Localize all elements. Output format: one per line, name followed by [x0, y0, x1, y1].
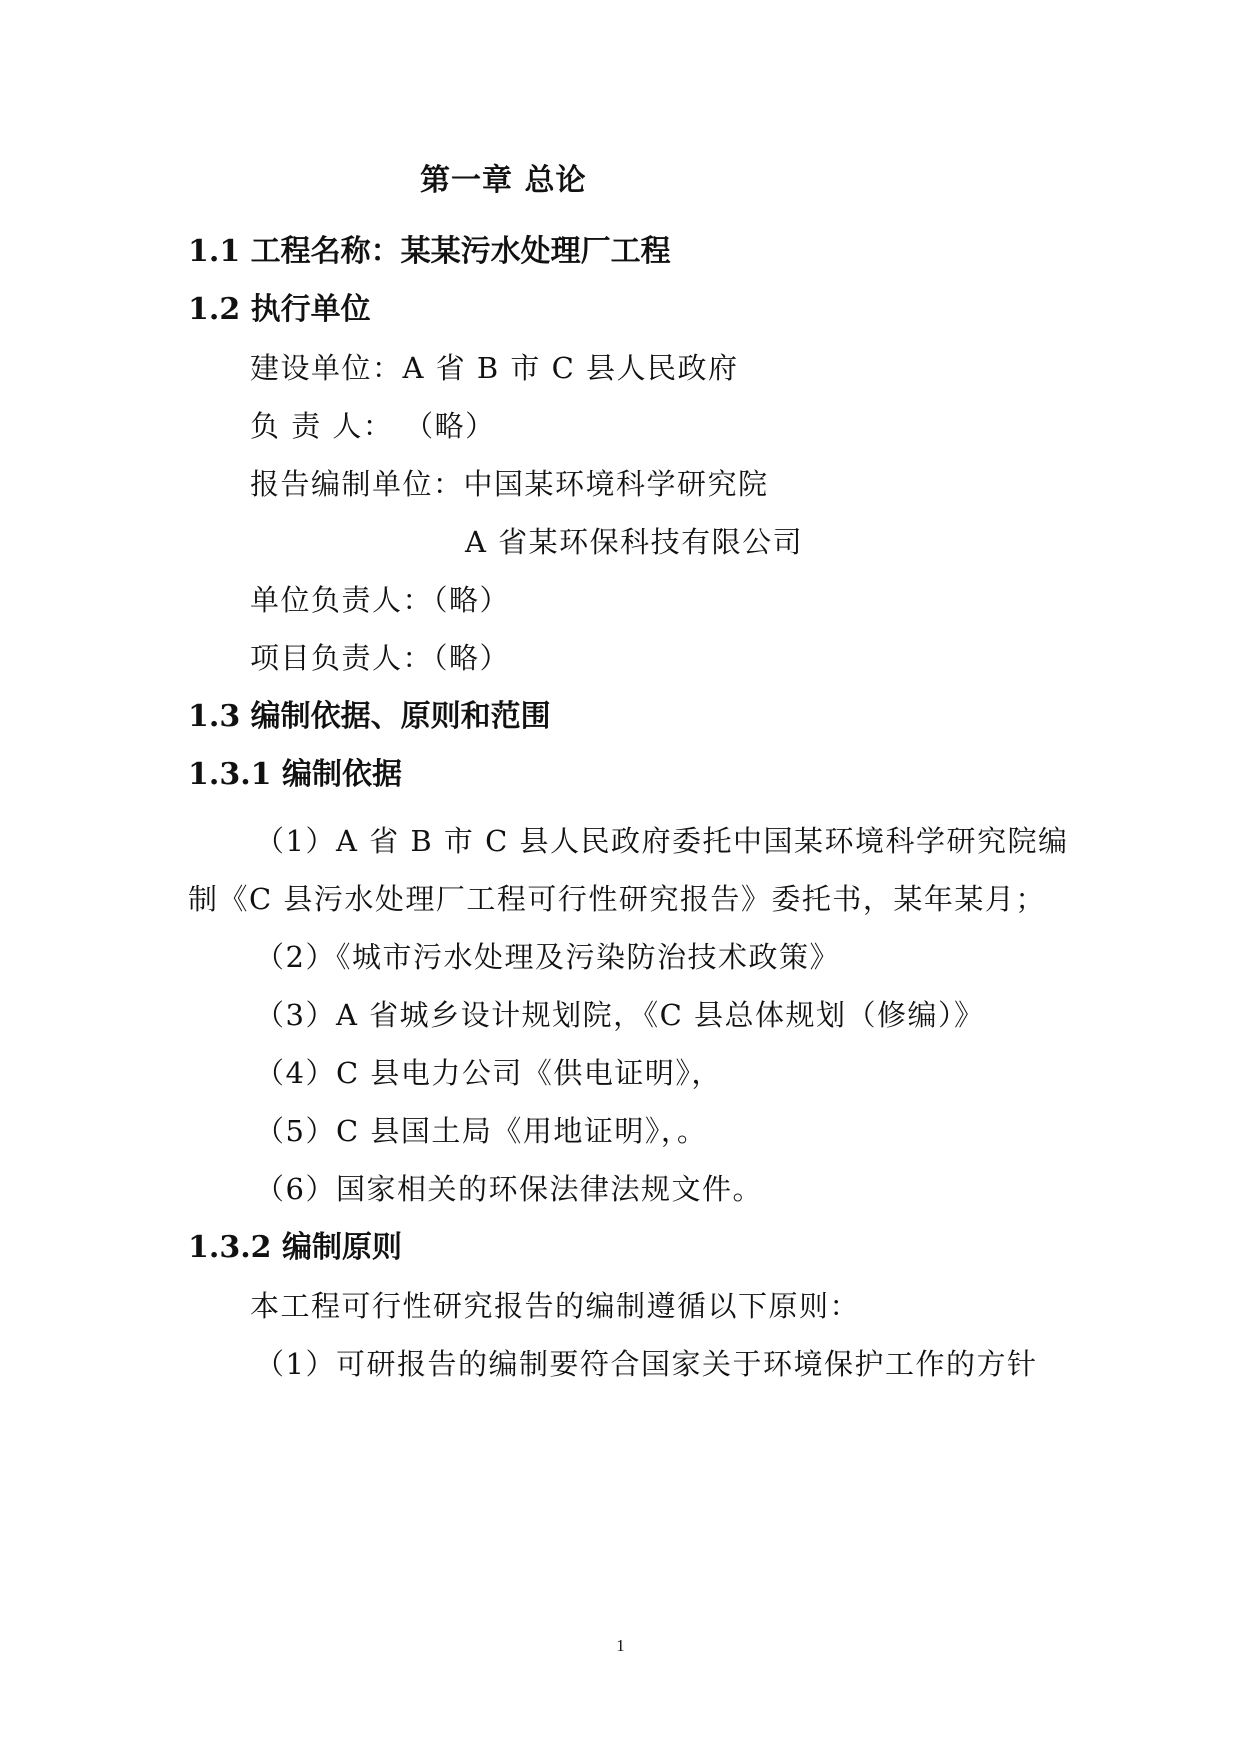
principle-item: （1）可研报告的编制要符合国家关于环境保护工作的方针: [255, 1347, 1038, 1381]
report-unit-line-2: A 省某环保科技有限公司: [465, 525, 804, 559]
basis-item: （6）国家相关的环保法律法规文件。: [255, 1172, 763, 1206]
unit-head: 单位负责人：（略）: [250, 583, 511, 617]
responsible-person: 负 责 人： （略）: [250, 409, 496, 443]
basis-item: （2）《城市污水处理及污染防治技术政策》: [255, 940, 840, 974]
construction-unit: 建设单位：A 省 B 市 C 县人民政府: [250, 351, 739, 385]
report-unit-line-1: 报告编制单位：中国某环境科学研究院: [250, 467, 769, 501]
section-1-2-heading: 1.2 执行单位: [188, 292, 371, 327]
basis-item: （1）A 省 B 市 C 县人民政府委托中国某环境科学研究院编: [255, 824, 1069, 858]
basis-item: （4）C 县电力公司《供电证明》，: [255, 1056, 722, 1090]
project-head: 项目负责人：（略）: [250, 641, 511, 675]
chapter-title: 第一章 总论: [420, 163, 587, 198]
page-number: 1: [616, 1636, 625, 1655]
section-1-3-2-heading: 1.3.2 编制原则: [188, 1230, 402, 1265]
section-1-3-heading: 1.3 编制依据、原则和范围: [188, 699, 551, 734]
basis-item: （5）C 县国土局《用地证明》，。: [255, 1114, 708, 1148]
principle-intro: 本工程可行性研究报告的编制遵循以下原则：: [250, 1289, 861, 1323]
section-1-3-1-heading: 1.3.1 编制依据: [188, 757, 402, 792]
basis-item: （3）A 省城乡设计规划院，《C 县总体规划（修编）》: [255, 998, 985, 1032]
section-1-1-heading: 1.1 工程名称：某某污水处理厂工程: [188, 234, 671, 269]
basis-item: 制《C 县污水处理厂工程可行性研究报告》委托书，某年某月；: [188, 882, 1046, 916]
